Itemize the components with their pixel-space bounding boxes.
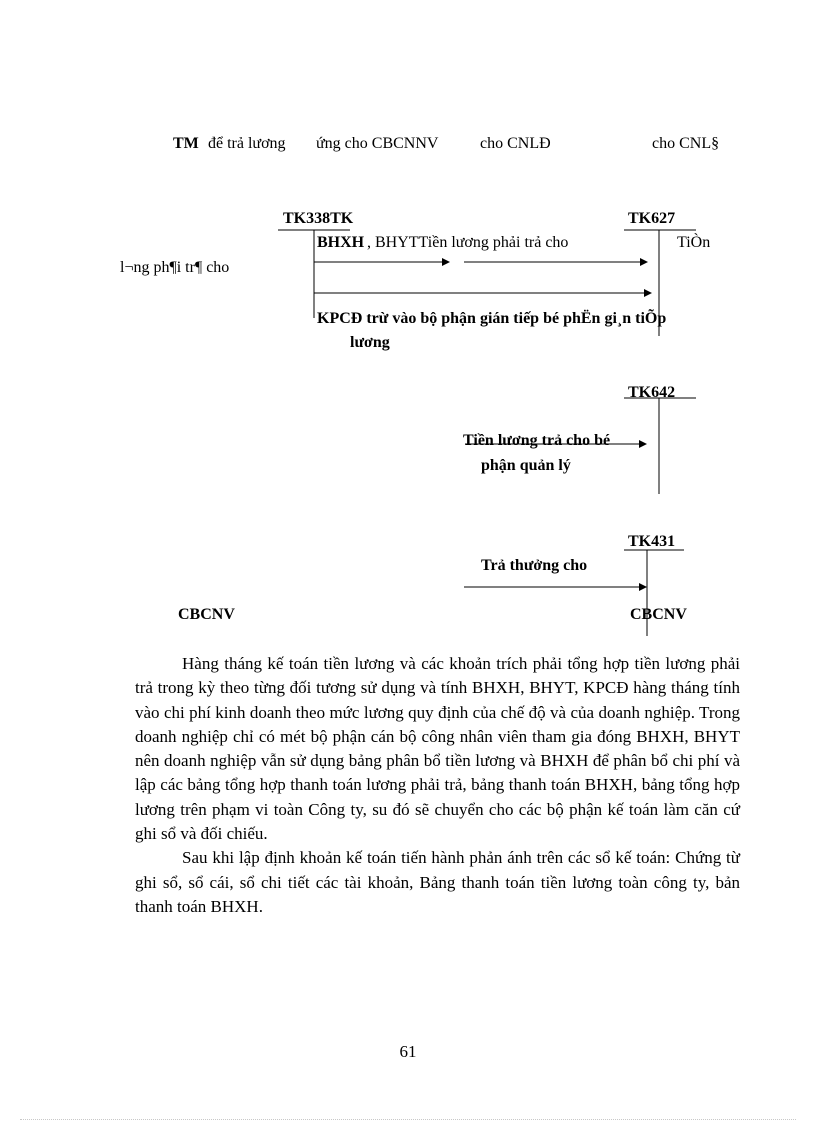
paragraph-2: Sau khi lập định khoản kế toán tiến hành phản ánh trên các sổ kế toán: Chứng từ ghi sổ, sổ cái, sổ chi tiết các tài khoản, Bảng thanh toán tiền lương toàn công ty, bản thanh toán BHXH. xyxy=(135,848,740,916)
account-tk431: TK431 xyxy=(628,533,676,550)
account-tk627: TK627 xyxy=(628,210,676,227)
label-cbcnv-right: CBCNV xyxy=(630,606,687,623)
label-bo-phan-quan-ly: phận quản lý xyxy=(481,457,571,474)
page-number: 61 xyxy=(399,1042,417,1061)
arrowhead-1a xyxy=(442,258,450,266)
header-part3: cho CNLĐ xyxy=(480,135,551,152)
account-tk642: TK642 xyxy=(628,384,676,401)
label-cbcnv-left: CBCNV xyxy=(178,606,235,623)
arrowhead-tk642 xyxy=(639,440,647,448)
arrowhead-2 xyxy=(644,289,652,297)
footer-divider xyxy=(20,1119,796,1120)
label-bhyt-rest: , BHYTTiền lương phải trả cho xyxy=(367,234,569,251)
label-bhxh: BHXH xyxy=(317,234,365,251)
label-tra-thuong-cho: Trả thưởng cho xyxy=(481,557,588,574)
header-part4: cho CNL§ xyxy=(652,135,720,152)
paragraph-1: Hàng tháng kế toán tiền lương và các khoản trích phải tổng hợp tiền lương phải trả trong kỳ theo từng đối tương sử dụng và tính BHXH, BHYT, KPCĐ hàng tháng tính vào chi phí kinh doanh theo mức lương quy định của chế độ và của doanh nghiệp. Trong doanh nghiệp chỉ có mét bộ phận cán bộ công nhân viên tham gia đóng BHXH, BHYT nên doanh nghiệp vẫn sử dụng bảng phân bổ tiền lương và BHXH để phân bổ chi phí và lập các bảng tổng hợp thanh toán lương phải trả, bảng thanh toán BHXH, bảng tổng hợp lương trên phạm vi toàn Công ty, su đó sẽ chuyển cho các bộ phận kế toán làm căn cứ ghi sổ và đối chiếu. xyxy=(135,654,740,844)
header-part2: ứng cho CBCNNV xyxy=(316,135,439,152)
label-luong-phai-tra: l¬ng ph¶i tr¶ cho xyxy=(120,259,230,276)
label-tion: TiÒn xyxy=(677,234,711,251)
body-text xyxy=(135,652,740,919)
label-luong: lương xyxy=(350,334,390,351)
arrowhead-1b xyxy=(640,258,648,266)
label-kpcd: KPCĐ trừ vào bộ phận gián tiếp bé phËn gi¸n tiÕp xyxy=(317,310,667,327)
arrowhead-tk431 xyxy=(639,583,647,591)
header-part1: để trả lương xyxy=(208,135,286,152)
header-tm: TM xyxy=(173,135,199,152)
label-tien-luong-tra-cho: Tiền lương trả cho bé xyxy=(463,432,611,449)
account-tk338: TK338TK xyxy=(283,210,354,227)
